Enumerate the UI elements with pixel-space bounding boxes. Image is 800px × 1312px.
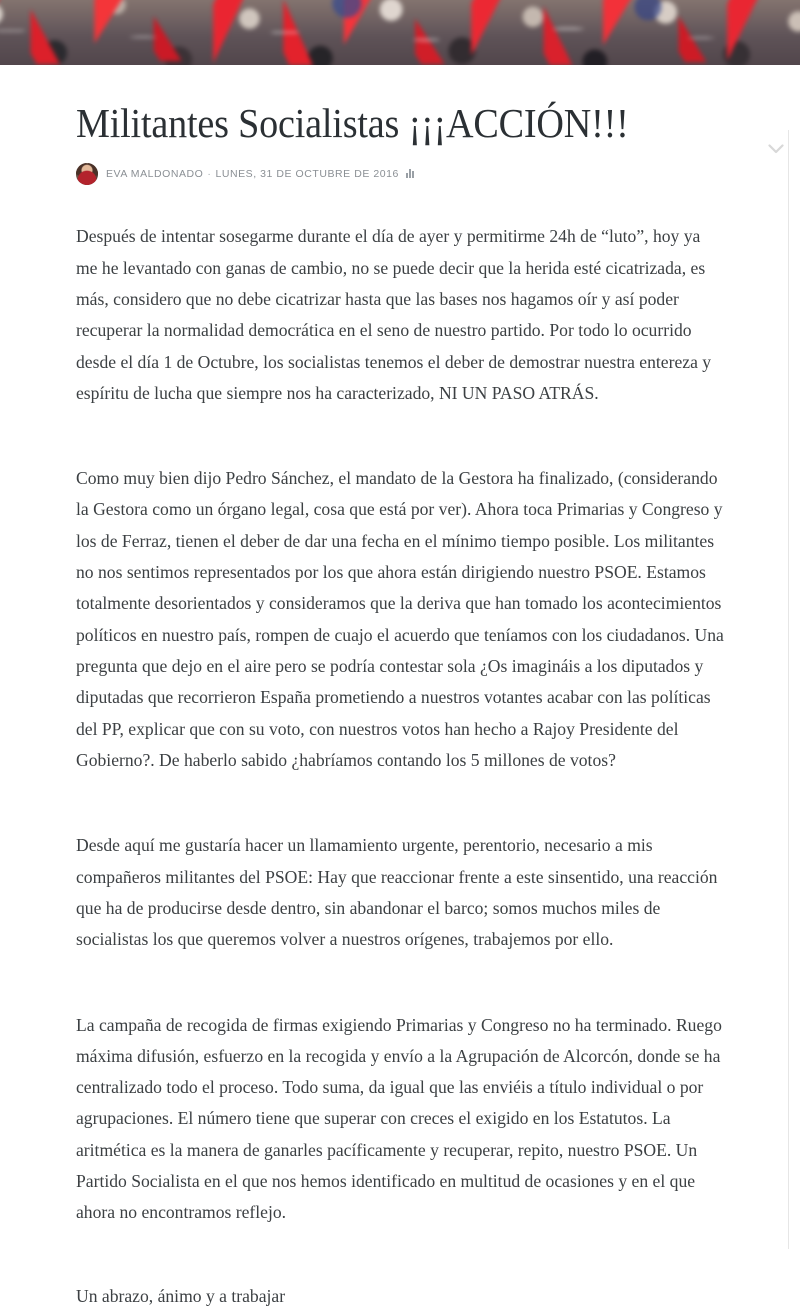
banner-photo — [0, 0, 800, 65]
paragraph-2: Como muy bien dijo Pedro Sánchez, el mandato de la Gestora ha finalizado, (considerando la Gestora como un órgano legal, cosa que está por ver). Ahora toca Primarias y Congreso y los de Ferraz, tienen el deber de dar una fecha en el mínimo tiempo posible. Los militantes no nos sentimos representados por los que ahora están dirigiendo nuestro PSOE. Estamos totalmente desorientados y consideramos que la deriva que han tomado los acontecimientos políticos en nuestro país, rompen de cuajo el acuerdo que teníamos con los ciudadanos. Una pregunta que dejo en el aire pero se podría contestar sola ¿Os imagináis a los diputados y diputadas que recorrieron España prometiendo a nuestros votantes acabar con las políticas del PP, explicar que con su voto, con nuestros votos han hecho a Rajoy Presidente del Gobierno?. De haberlo sabido ¿habríamos contando los 5 millones de votos? — [76, 468, 724, 770]
byline-separator: · — [207, 168, 212, 181]
byline-meta — [106, 168, 414, 180]
paragraph-4: La campaña de recogida de firmas exigiendo Primarias y Congreso no ha terminado. Ruego máxima difusión, esfuerzo en la recogida y envío a la Agrupación de Alcorcón, donde se ha centralizado todo el proceso. Todo suma, da igual que las enviéis a título individual o por agrupaciones. El número tiene que superar con creces el exigido en los Estatutos. La aritmética es la manera de ganarles pacíficamente y recuperar, repito, nuestro PSOE. Un Partido Socialista en el que nos hemos identificado en multitud de ocasiones y en el que ahora no encontramos reflejo. — [76, 1014, 722, 1223]
paragraph-spacer — [76, 956, 724, 1010]
page-content — [0, 65, 800, 1312]
page-title: Militantes Socialistas ¡¡¡ACCIÓN!!! — [76, 100, 629, 146]
banner-highlights-layer — [0, 0, 800, 65]
header-banner-image — [0, 0, 800, 65]
chevron-down-icon[interactable] — [766, 139, 786, 159]
byline — [76, 163, 724, 185]
paragraph-5: Un abrazo, ánimo y a trabajar — [76, 1285, 286, 1306]
blog-post-article — [0, 65, 724, 1312]
paragraph-3: Desde aquí me gustaría hacer un llamamiento urgente, perentorio, necesario a mis compañeros militantes del PSOE: Hay que reaccionar frente a este sinsentido, una reacción que ha de producirse desde dentro, sin abandonar el barco; somos muchos miles de socialistas los que queremos volver a nuestros orígenes, trabajemos por ello. — [76, 835, 718, 950]
paragraph-spacer — [76, 409, 724, 463]
paragraph-spacer — [76, 776, 724, 830]
content-right-edge-divider — [788, 130, 789, 1249]
avatar-image — [76, 163, 98, 185]
post-date: LUNES, 31 DE OCTUBRE DE 2016 — [215, 168, 399, 181]
avatar — [76, 163, 98, 185]
post-body — [76, 221, 724, 1312]
bar-chart-stats-icon[interactable] — [406, 168, 414, 178]
paragraph-spacer — [76, 1229, 724, 1281]
paragraph-1: Después de intentar sosegarme durante el día de ayer y permitirme 24h de “luto”, hoy ya me he levantado con ganas de cambio, no se puede decir que la herida esté cicatrizada, es más, considero que no debe cicatrizar hasta que las bases nos hagamos oír y así poder recuperar la normalidad democrática en el seno de nuestro partido. Por todo lo ocurrido desde el día 1 de Octubre, los socialistas tenemos el deber de demostrar nuestra entereza y espíritu de lucha que siempre nos ha caracterizado, NI UN PASO ATRÁS. — [76, 226, 712, 403]
author-name[interactable]: EVA MALDONADO — [106, 168, 204, 181]
